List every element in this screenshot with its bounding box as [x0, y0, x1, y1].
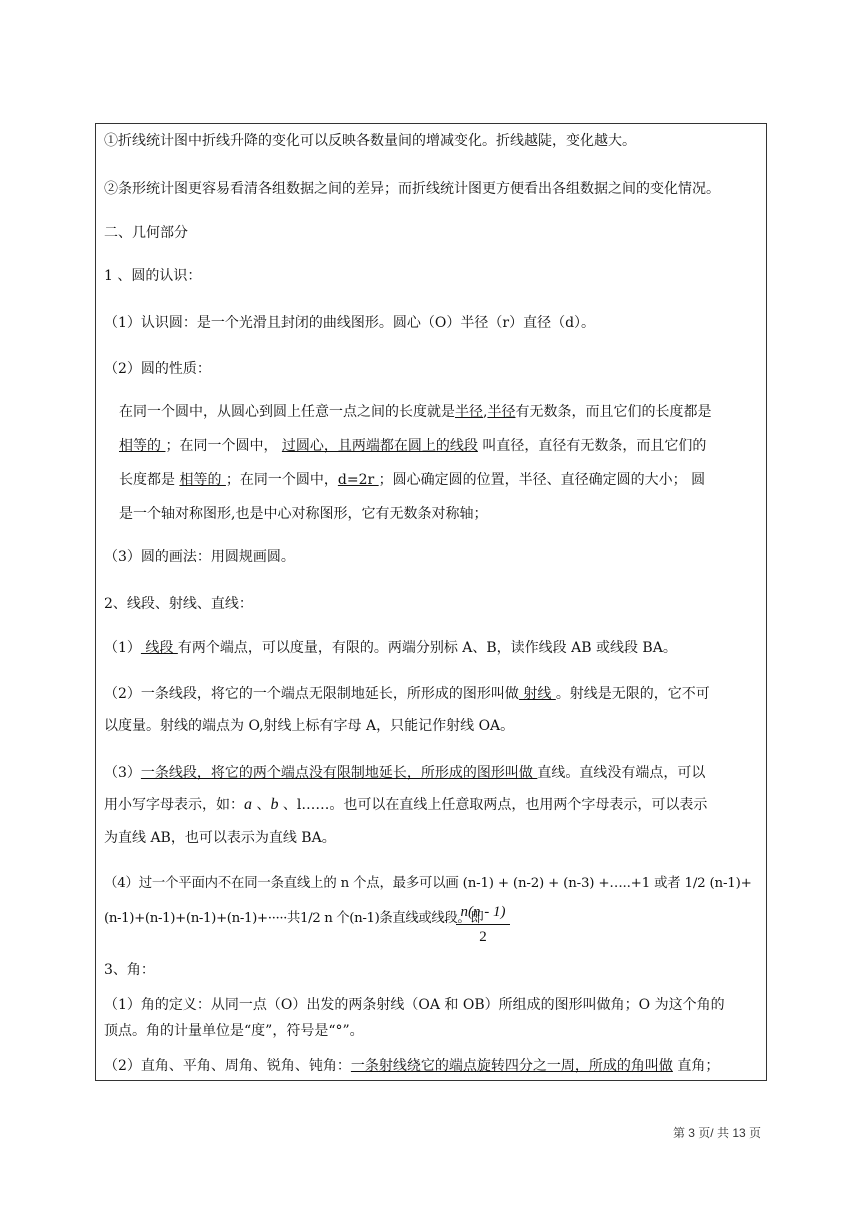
ray-line: 以度量。射线的端点为 O,射线上标有字母 A，只能记作射线 OA。: [104, 718, 515, 734]
straight-line-text: 为直线 AB，也可以表示为直线 BA。: [104, 830, 336, 846]
text: （3）: [104, 765, 141, 781]
text: ,: [483, 404, 488, 420]
text: （2）一条线段，将它的一个端点无限制地延长，所形成的图形叫做: [104, 686, 519, 702]
straight-line-text: [104, 795, 707, 815]
underlined-term: 一条线段，将它的两个端点没有限制地延长，所形成的图形叫做: [140, 765, 538, 781]
text: 有无数条，而且它们的长度都是: [515, 404, 712, 420]
fraction-denominator: 2: [479, 929, 487, 945]
text: ；圆心确定圆的位置，半径、直径确定圆的大小； 圆: [378, 472, 706, 488]
page-number: 第 3 页/ 共 13 页: [672, 1126, 761, 1140]
text-line: ②条形统计图更容易看清各组数据之间的差异；而折线统计图更方便看出各组数据之间的变化情况。: [104, 181, 720, 197]
text: 、: [252, 797, 271, 813]
fraction-formula: [456, 902, 510, 947]
count-lines-text: (n-1)+(n-1)+(n-1)+(n-1)+·····共1/2 n 个(n-1)条直线或线段。即: [104, 911, 484, 926]
text: 直角；: [672, 1058, 720, 1074]
text-line: （2）圆的性质：: [104, 361, 211, 377]
text-line: （3）圆的画法：用圆规画圆。: [104, 549, 295, 565]
straight-line-text: [104, 763, 705, 783]
text-line: （1）认识圆：是一个光滑且封闭的曲线图形。圆心（O）半径（r）直径（d）。: [104, 315, 596, 331]
underlined-term: d=2r: [337, 472, 379, 488]
subsection-heading: 2、线段、射线、直线：: [104, 596, 253, 612]
text: ；在同一个圆中，: [225, 472, 338, 488]
circle-paragraph-line: [119, 470, 705, 490]
text: 。射线是无限的，它不可: [555, 686, 710, 702]
circle-paragraph-line: 是一个轴对称图形,也是中心对称图形，它有无数条对称轴；: [119, 506, 488, 522]
section-heading: 二、几何部分: [104, 225, 188, 241]
math-variable: a: [244, 796, 252, 813]
text-line: ①折线统计图中折线升降的变化可以反映各数量间的增减变化。折线越陡，变化越大。: [104, 133, 636, 149]
fraction-numerator: n(n - 1): [460, 904, 506, 920]
text: ；在同一个圆中，: [165, 438, 282, 454]
circle-paragraph-line: [119, 436, 706, 456]
text: 直线。直线没有端点，可以: [537, 765, 706, 781]
document-body: [104, 0, 764, 1100]
text: 、l……。也可以在直线上任意取两点，也用两个字母表示，可以表示: [278, 797, 708, 813]
text: 用小写字母表示，如：: [104, 797, 244, 813]
subsection-heading: 1 、圆的认识：: [104, 268, 202, 284]
ray-line: [104, 684, 710, 704]
underlined-term: 相等的: [119, 438, 166, 454]
underlined-term: 线段: [140, 640, 178, 656]
segment-line: [104, 638, 677, 658]
underlined-term: 相等的: [179, 472, 226, 488]
underlined-term: 射线: [518, 686, 556, 702]
text: （2）直角、平角、周角、锐角、钝角：: [104, 1058, 351, 1074]
fraction-bar: [456, 924, 510, 925]
underlined-term: 半径: [487, 404, 516, 420]
underlined-term: 半径: [455, 404, 483, 420]
angle-types: [104, 1056, 719, 1076]
math-variable: b: [270, 796, 279, 813]
text: （1）: [104, 640, 141, 656]
underlined-term: 一条射线绕它的端点旋转四分之一周，所成的角叫做: [350, 1058, 673, 1074]
circle-paragraph-line: [119, 402, 711, 422]
angle-definition: 顶点。角的计量单位是“度”，符号是“°”。: [104, 1023, 364, 1039]
underlined-term: 过圆心，且两端都在圆上的线段: [281, 438, 478, 454]
count-lines-text: （4）过一个平面内不在同一条直线上的 n 个点，最多可以画 (n-1) + (n-2) + (n-3) +…..+1 或者 1/2 (n-1)+: [104, 876, 752, 891]
subsection-heading: 3、角：: [104, 962, 155, 978]
text: 长度都是: [119, 472, 180, 488]
angle-definition: （1）角的定义：从同一点（O）出发的两条射线（OA 和 OB）所组成的图形叫做角；O 为这个角的: [104, 997, 725, 1013]
text: 叫直径，直径有无数条，而且它们的: [477, 438, 707, 454]
text: 在同一个圆中，从圆心到圆上任意一点之间的长度就是: [119, 404, 455, 420]
text: 有两个端点，可以度量，有限的。两端分别标 A、B，读作线段 AB 或线段 BA。: [177, 640, 677, 656]
